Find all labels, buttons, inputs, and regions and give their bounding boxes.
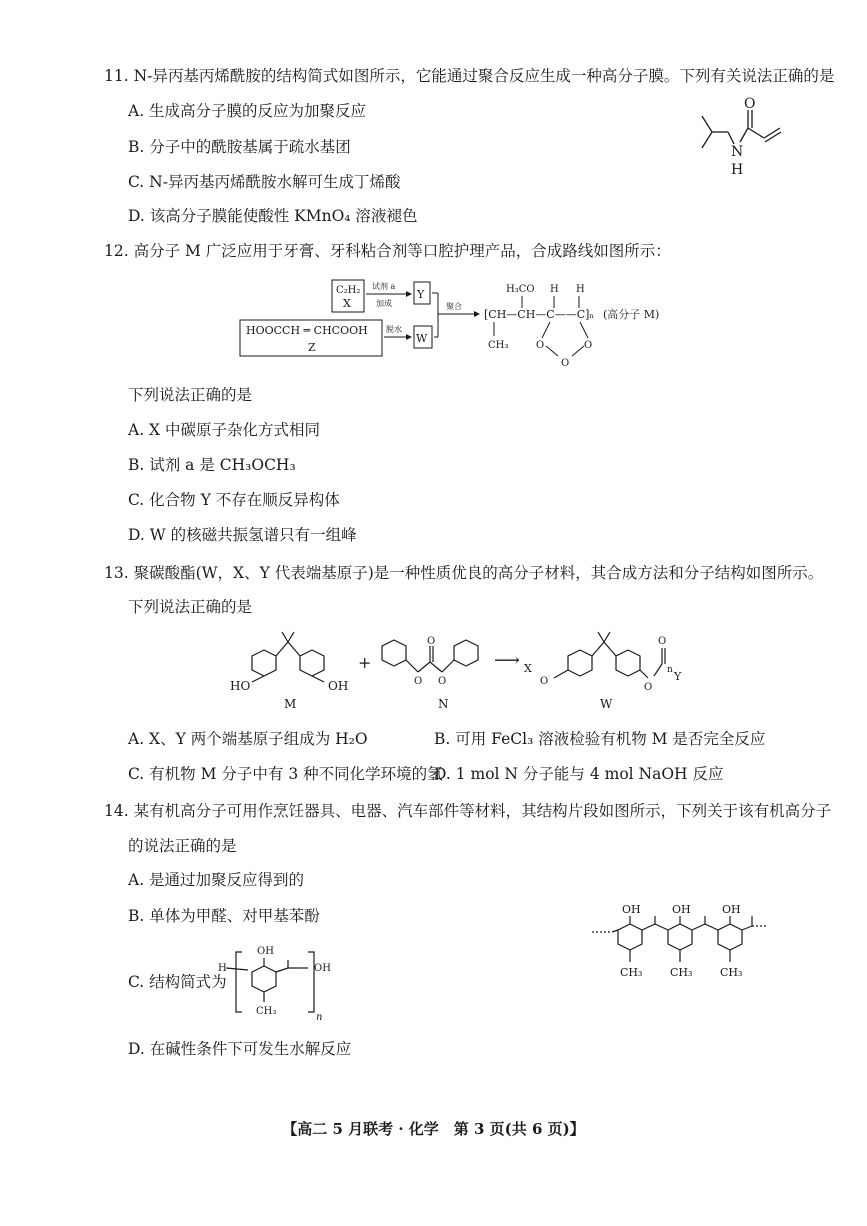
- q13-option-b: B. 可用 FeCl₃ 溶液检验有机物 M 是否完全反应: [434, 730, 766, 748]
- q13-w-o-carbonyl: O: [658, 636, 667, 647]
- question-11-stem: 11. N-异丙基丙烯酰胺的结构简式如图所示，它能通过聚合反应生成一种高分子膜。下列有关说法正确的是: [104, 67, 835, 85]
- q12-z-label: Z: [308, 341, 316, 354]
- q13-reaction-arrow: ⟶: [494, 650, 520, 671]
- q12-polymer-h2: H: [576, 284, 585, 295]
- q12-option-c: C. 化合物 Y 不存在顺反异构体: [128, 491, 340, 509]
- q12-addition-label: 加成: [376, 299, 392, 308]
- q14-option-c-structure: [216, 940, 336, 1023]
- q14-fragment-ch3-3: CH₃: [720, 966, 743, 979]
- question-13-stem: 13. 聚碳酸酯(W，X、Y 代表端基原子)是一种性质优良的高分子材料，其合成方法和分子结构如图所示。: [104, 564, 824, 582]
- q14-formula-ch3: CH₃: [256, 1006, 277, 1017]
- q13-plus-sign: +: [358, 653, 372, 672]
- q14-fragment-ch3-2: CH₃: [670, 966, 693, 979]
- q13-m-oh: OH: [328, 679, 349, 693]
- q14-polymer-fragment: [590, 900, 770, 990]
- q12-dehydration-label: 脱水: [386, 325, 402, 334]
- q13-w-n-subscript: n: [667, 665, 673, 675]
- q13-w-x-end: X: [524, 662, 532, 675]
- q12-polymer-carbonyl-left: O: [536, 340, 545, 351]
- q11-option-d: D. 该高分子膜能使酸性 KMnO₄ 溶液褪色: [128, 207, 418, 225]
- q12-synthesis-route-figure: [238, 276, 698, 372]
- q13-reaction-figure: [224, 628, 694, 714]
- q13-w-label: W: [600, 697, 613, 711]
- q14-option-a: A. 是通过加聚反应得到的: [128, 871, 305, 889]
- q12-polymer-carbonyl-right: O: [584, 340, 593, 351]
- q13-m-label: M: [284, 697, 297, 711]
- question-14-stem-line1: 14. 某有机高分子可用作烹饪器具、电器、汽车部件等材料，其结构片段如图所示，下列关于该有机高分子: [104, 802, 832, 820]
- q13-n-label: N: [438, 697, 449, 711]
- q12-prompt: 下列说法正确的是: [128, 386, 253, 404]
- question-14-stem-line2: 的说法正确的是: [128, 837, 237, 855]
- q12-polymer-ch3: CH₃: [488, 340, 509, 351]
- q12-polymer-och3: H₃CO: [506, 284, 535, 295]
- q12-option-b: B. 试剂 a 是 CH₃OCH₃: [128, 456, 296, 474]
- page-footer: 【高二 5 月联考 · 化学 第 3 页(共 6 页)】: [282, 1120, 585, 1138]
- q12-reagent-a: 试剂 a: [372, 282, 396, 291]
- q12-x-label: X: [343, 297, 351, 310]
- q11-atom-n: N: [731, 144, 744, 160]
- q12-polymer-h1: H: [550, 284, 559, 295]
- q12-polymerization-label: 聚合: [446, 302, 462, 311]
- q12-x-formula: C₂H₂: [336, 285, 361, 296]
- q14-formula-n: n: [316, 1012, 323, 1023]
- q14-formula-oh-top: OH: [257, 946, 274, 957]
- q13-option-d: D. 1 mol N 分子能与 4 mol NaOH 反应: [434, 765, 724, 783]
- q13-m-ho: HO: [230, 679, 251, 693]
- q12-option-d: D. W 的核磁共振氢谱只有一组峰: [128, 526, 357, 544]
- q14-formula-h: H: [218, 963, 227, 974]
- q14-fragment-oh-2: OH: [672, 903, 691, 916]
- q11-atom-o: O: [744, 96, 756, 112]
- q13-option-a: A. X、Y 两个端基原子组成为 H₂O: [128, 730, 368, 748]
- q13-n-o-carbonyl: O: [427, 636, 436, 647]
- q11-atom-h: H: [731, 162, 744, 178]
- q13-n-o-right: O: [438, 676, 447, 687]
- q13-prompt: 下列说法正确的是: [128, 598, 253, 616]
- q11-structure-figure: [690, 96, 790, 180]
- q13-n-o-left: O: [414, 676, 423, 687]
- q11-option-b: B. 分子中的酰胺基属于疏水基团: [128, 138, 351, 156]
- q12-y-label: Y: [417, 288, 425, 301]
- q13-w-o-left: O: [540, 676, 549, 687]
- q12-polymer-backbone: [CH—CH—C——C]ₙ: [484, 308, 595, 321]
- question-12-stem: 12. 高分子 M 广泛应用于牙膏、牙科粘合剂等口腔护理产品，合成路线如图所示：: [104, 242, 671, 260]
- q13-w-o-right: O: [644, 682, 653, 693]
- q14-formula-oh-end: OH: [314, 963, 331, 974]
- q11-option-a: A. 生成高分子膜的反应为加聚反应: [128, 102, 367, 120]
- q14-fragment-ch3-1: CH₃: [620, 966, 643, 979]
- q13-option-c: C. 有机物 M 分子中有 3 种不同化学环境的氢: [128, 765, 443, 783]
- q14-fragment-oh-1: OH: [622, 903, 641, 916]
- q14-option-b: B. 单体为甲醛、对甲基苯酚: [128, 907, 320, 925]
- q12-z-formula: HOOCCH ═ CHCOOH: [246, 324, 368, 337]
- q12-polymer-name: (高分子 M): [603, 308, 660, 321]
- q14-option-d: D. 在碱性条件下可发生水解反应: [128, 1040, 352, 1058]
- q12-polymer-ring-o: O: [561, 358, 570, 369]
- q14-option-c: C. 结构简式为: [128, 973, 227, 991]
- q14-fragment-oh-3: OH: [722, 903, 741, 916]
- q12-w-label: W: [416, 332, 428, 345]
- q13-w-y-end: Y: [674, 670, 682, 683]
- q11-option-c: C. N-异丙基丙烯酰胺水解可生成丁烯酸: [128, 173, 401, 191]
- q12-option-a: A. X 中碳原子杂化方式相同: [128, 421, 321, 439]
